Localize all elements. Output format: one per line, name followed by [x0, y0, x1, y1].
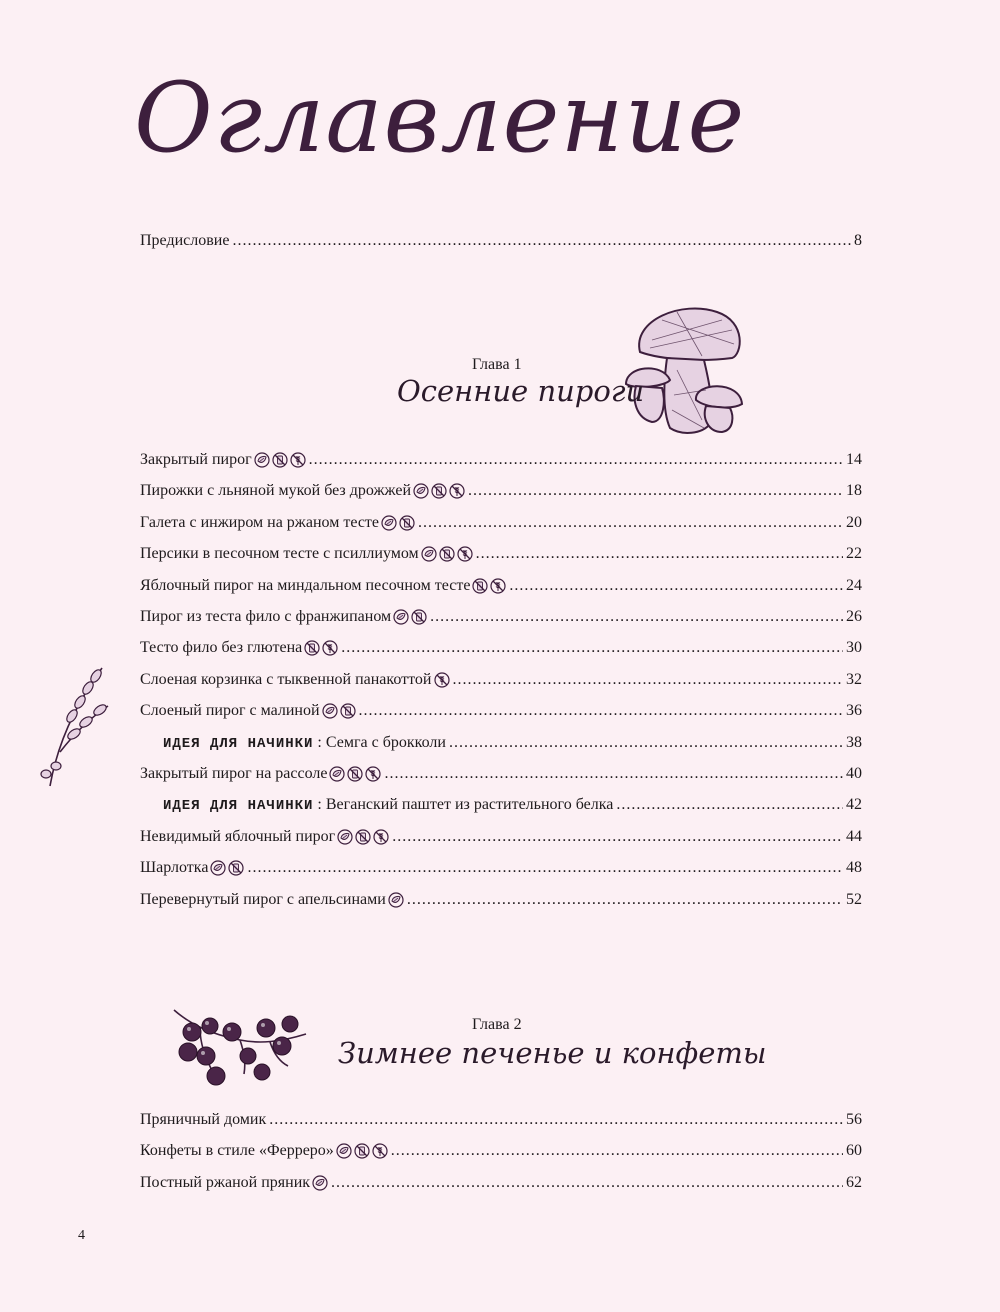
entry-page: 36	[846, 702, 862, 720]
dot-leader	[468, 481, 843, 501]
vegan-icon	[388, 892, 404, 908]
no-gluten-icon	[290, 452, 306, 468]
dot-leader	[453, 670, 844, 690]
entry-page: 56	[846, 1111, 862, 1128]
entry-page: 40	[846, 765, 862, 782]
vegan-icon	[312, 1175, 328, 1191]
page-title: Оглавление	[134, 62, 746, 174]
entry-page: 48	[846, 859, 862, 877]
entry-label: Пирог из теста фило с франжипаном	[140, 608, 392, 625]
entry-label: Галета с инжиром на ржаном тесте	[140, 513, 380, 531]
vegan-icon	[393, 609, 409, 625]
dot-leader	[391, 1141, 843, 1161]
toc-entry[interactable]	[140, 890, 862, 910]
no-dairy-icon	[411, 609, 427, 625]
entry-label: Конфеты в стиле «Ферреро»	[140, 1142, 334, 1160]
entry-label: Пряничный домик	[140, 1111, 267, 1128]
no-dairy-icon	[431, 483, 447, 499]
vegan-icon	[254, 452, 270, 468]
entry-page: 14	[846, 451, 862, 468]
no-gluten-icon	[322, 640, 338, 656]
dot-leader	[232, 231, 851, 251]
dot-leader	[509, 576, 843, 596]
entry-label: Слоеная корзинка с тыквенной панакоттой	[140, 670, 432, 688]
entry-label: Яблочный пирог на миндальном песочном тесте	[140, 576, 471, 594]
dot-leader	[616, 795, 843, 815]
vegan-icon	[413, 483, 429, 499]
entry-label: Тесто фило без глютена	[140, 639, 303, 657]
toc-entry-preface[interactable]	[140, 231, 862, 251]
toc-entry[interactable]	[140, 858, 862, 878]
vegan-icon	[322, 703, 338, 719]
diet-icons	[304, 640, 338, 656]
entry-label: Слоеный пирог с малиной	[140, 702, 320, 720]
entry-label: Перевернутый пирог с апельсинами	[140, 890, 386, 908]
no-dairy-icon	[228, 860, 244, 876]
vegan-icon	[381, 515, 397, 531]
no-dairy-icon	[472, 578, 488, 594]
vegan-icon	[336, 1143, 352, 1159]
entry-page: 24	[846, 576, 862, 594]
toc-entry[interactable]	[140, 701, 862, 721]
page-number: 4	[78, 1228, 85, 1243]
no-gluten-icon	[373, 829, 389, 845]
no-dairy-icon	[304, 640, 320, 656]
entry-page: 30	[846, 639, 862, 657]
diet-icons	[210, 860, 244, 876]
entry-label: Постный ржаной пряник	[140, 1173, 311, 1191]
dot-leader	[430, 607, 843, 627]
diet-icons	[393, 609, 427, 625]
toc-entry[interactable]	[140, 1110, 862, 1130]
chapter-2-number: Глава 2	[472, 1016, 522, 1033]
entry-page: 44	[846, 827, 862, 845]
filling-idea-tag: ИДЕЯ ДЛЯ НАЧИНКИ	[163, 735, 314, 752]
entry-label: Закрытый пирог на рассоле	[140, 765, 328, 782]
dot-leader	[247, 858, 843, 878]
entry-label: Предисловие	[140, 232, 230, 249]
toc-entry[interactable]	[140, 481, 862, 501]
no-dairy-icon	[355, 829, 371, 845]
no-gluten-icon	[490, 578, 506, 594]
entry-page: 60	[846, 1142, 862, 1160]
diet-icons	[254, 452, 306, 468]
entry-page: 52	[846, 890, 862, 908]
no-gluten-icon	[457, 546, 473, 562]
idea-colon: :	[317, 733, 326, 751]
no-gluten-icon	[365, 766, 381, 782]
toc-filling-idea-entry[interactable]	[163, 733, 862, 754]
dot-leader	[341, 638, 843, 658]
dot-leader	[392, 827, 843, 847]
toc-entry[interactable]	[140, 1141, 862, 1161]
entry-page: 8	[854, 232, 862, 249]
no-gluten-icon	[449, 483, 465, 499]
no-gluten-icon	[372, 1143, 388, 1159]
entry-page: 26	[846, 608, 862, 625]
toc-entry[interactable]	[140, 576, 862, 596]
toc-entry[interactable]	[140, 513, 862, 533]
toc-entry[interactable]	[140, 670, 862, 690]
dot-leader	[309, 450, 843, 470]
toc-entry[interactable]	[140, 544, 862, 564]
entry-label: Веганский паштет из растительного белка	[325, 796, 614, 814]
herb-sprig-illustration	[30, 662, 114, 790]
entry-page: 18	[846, 482, 862, 500]
diet-icons	[434, 672, 450, 688]
entry-page: 32	[846, 670, 862, 688]
no-dairy-icon	[399, 515, 415, 531]
diet-icons	[336, 1143, 388, 1159]
dot-leader	[331, 1173, 843, 1193]
diet-icons	[413, 483, 465, 499]
no-dairy-icon	[340, 703, 356, 719]
diet-icons	[421, 546, 473, 562]
toc-entry[interactable]	[140, 764, 862, 784]
vegan-icon	[337, 829, 353, 845]
mushroom-illustration	[622, 300, 748, 438]
diet-icons	[472, 578, 506, 594]
no-dairy-icon	[354, 1143, 370, 1159]
no-dairy-icon	[439, 546, 455, 562]
idea-colon: :	[317, 796, 326, 814]
vegan-icon	[329, 766, 345, 782]
no-dairy-icon	[272, 452, 288, 468]
chapter-2-title: Зимнее печенье и конфеты	[338, 1036, 767, 1070]
toc-entry[interactable]	[140, 638, 862, 658]
entry-label: Персики в песочном тесте с псиллиумом	[140, 545, 419, 563]
no-gluten-icon	[434, 672, 450, 688]
chapter-1-title: Осенние пироги	[397, 374, 645, 408]
entry-page: 20	[846, 513, 862, 531]
diet-icons	[312, 1175, 328, 1191]
vegan-icon	[421, 546, 437, 562]
toc-filling-idea-entry[interactable]	[163, 795, 862, 816]
filling-idea-tag: ИДЕЯ ДЛЯ НАЧИНКИ	[163, 798, 314, 815]
chapter-1-number: Глава 1	[472, 356, 522, 373]
dot-leader	[407, 890, 843, 910]
vegan-icon	[210, 860, 226, 876]
entry-label: Семга с брокколи	[325, 733, 446, 751]
no-dairy-icon	[347, 766, 363, 782]
entry-page: 62	[846, 1173, 862, 1191]
berries-illustration	[170, 1004, 312, 1090]
dot-leader	[359, 701, 843, 721]
entry-page: 22	[846, 545, 862, 563]
dot-leader	[384, 764, 843, 784]
dot-leader	[269, 1110, 843, 1130]
entry-label: Закрытый пирог	[140, 451, 252, 468]
toc-entry[interactable]	[140, 450, 862, 470]
entry-label: Шарлотка	[140, 859, 209, 877]
entry-page: 38	[846, 733, 862, 751]
diet-icons	[329, 766, 381, 782]
toc-entry[interactable]	[140, 1173, 862, 1193]
diet-icons	[388, 892, 404, 908]
diet-icons	[337, 829, 389, 845]
toc-entry[interactable]	[140, 607, 862, 627]
dot-leader	[449, 733, 843, 753]
diet-icons	[322, 703, 356, 719]
entry-page: 42	[846, 796, 862, 814]
diet-icons	[381, 515, 415, 531]
toc-entry[interactable]	[140, 827, 862, 847]
dot-leader	[476, 544, 843, 564]
entry-label: Пирожки с льняной мукой без дрожжей	[140, 482, 412, 500]
dot-leader	[418, 513, 843, 533]
entry-label: Невидимый яблочный пирог	[140, 827, 336, 845]
